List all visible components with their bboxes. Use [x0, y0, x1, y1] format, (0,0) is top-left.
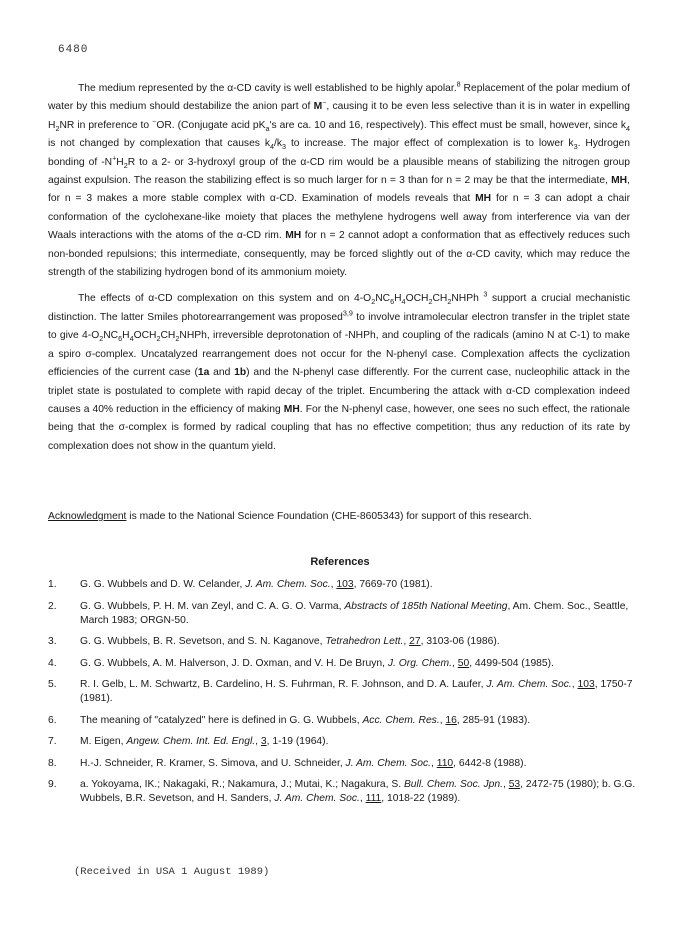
acknowledgment-text: is made to the National Science Foundation (CHE-8605343) for support of this research. [126, 511, 532, 522]
reference-text: G. G. Wubbels, P. H. M. van Zeyl, and C. A. G. O. Varma, Abstracts of 185th National Meeting, Am. Chem. Soc., Seattle, March 1983; ORGN-50. [80, 600, 629, 626]
received-date: (Received in USA 1 August 1989) [74, 866, 270, 878]
acknowledgment [48, 508, 630, 526]
reference-number: 2. [48, 600, 57, 612]
acknowledgment-label: Acknowledgment [48, 511, 127, 522]
reference-text: G. G. Wubbels, B. R. Sevetson, and S. N. Kaganove, Tetrahedron Lett., 27, 3103-06 (1986). [80, 636, 500, 647]
reference-text: The meaning of "catalyzed" here is defined in G. G. Wubbels, Acc. Chem. Res., 16, 285-91 (1983). [80, 714, 531, 726]
reference-number: 4. [48, 657, 57, 669]
reference-text: R. I. Gelb, L. M. Schwartz, B. Cardelino, H. S. Fuhrman, R. F. Johnson, and D. A. Laufer, J. Am. Chem. Soc., 103, 1750-7 (1981). [80, 679, 633, 704]
reference-number: 8. [48, 757, 57, 769]
reference-number: 1. [48, 579, 57, 590]
reference-number: 5. [48, 679, 57, 690]
reference-text: G. G. Wubbels and D. W. Celander, J. Am. Chem. Soc., 103, 7669-70 (1981). [80, 579, 433, 590]
references-heading: References [310, 556, 370, 568]
reference-item [48, 757, 638, 771]
reference-item [48, 657, 638, 671]
references-list [48, 578, 638, 814]
reference-item [48, 635, 638, 649]
body-text [48, 80, 630, 464]
reference-item [48, 714, 638, 728]
reference-item [48, 735, 638, 749]
reference-text: G. G. Wubbels, A. M. Halverson, J. D. Oxman, and V. H. De Bruyn, J. Org. Chem., 50, 4499-504 (1985). [80, 657, 554, 669]
reference-item [48, 678, 638, 706]
reference-number: 3. [48, 636, 57, 647]
reference-number: 6. [48, 714, 57, 726]
page-number: 6480 [58, 44, 89, 56]
reference-number: 7. [48, 736, 57, 747]
reference-item [48, 778, 638, 806]
reference-item [48, 600, 638, 628]
reference-text: H.-J. Schneider, R. Kramer, S. Simova, and U. Schneider, J. Am. Chem. Soc., 110, 6442-8 (1988). [80, 757, 527, 769]
reference-text: M. Eigen, Angew. Chem. Int. Ed. Engl., 3, 1-19 (1964). [80, 736, 329, 747]
reference-number: 9. [48, 779, 57, 790]
reference-text: a. Yokoyama, IK.; Nakagaki, R.; Nakamura, J.; Mutai, K.; Nagakura, S. Bull. Chem. Soc. Jpn., 53, 2472-75 (1980); b. G.G. Wubbels, B.R. Sevetson, and H. Sanders, J. Am. Chem. Soc., 111, 1018-22 (1989). [80, 779, 636, 804]
paragraph-1: The medium represented by the α-CD cavity is well established to be highly apolar.$^8$ Replacement of the polar medium of water by this medium should destabilize the anion part of M−, causing it to be even less selective than it is in water in expelling $H_2NR$ in preference to −OR. (Conjugate acid $pK_a's$ are ca. 10 and 16, respectively). This effect must be small, however, since $k_4$ is not changed by complexation that causes $k_4/k_3$ to increase. The major effect of complexation is to lower $k_3$. Hydrogen bonding of $-N^+H_2R$ to a 2- or 3-hydroxyl group of the α-CD rim would be a plausible means of stabilizing the nitrogen group against expulsion. The reason the stabilizing effect is so much larger for n = 3 than for n = 2 may be that the intermediate, MH, for n = 3 makes a more stable complex with α-CD. Examination of models reveals that MH for n = 3 can adopt a chair conformation of the cyclohexane-like moiety that places the methylene hydrogens well away from interference via van der Waals interactions with the atoms of the α-CD rim. MH for n = 2 cannot adopt a conformation that as effectively reduces such non-bonded repulsions; this intermediate, consequently, may be forced slightly out of the α-CD cavity, which may reduce the strength of the stabilizing hydrogen bond of its ammonium moiety. [48, 79, 631, 279]
reference-item [48, 578, 638, 592]
paragraph-2: The effects of α-CD complexation on this system and on $4-O_2NC_6H_4OCH_2CH_2NHPh$ $^3$ support a crucial mechanistic distinction. The latter Smiles photorearrangement was proposed$^{3,9}$ to involve intramolecular electron transfer in the triplet state to give $4-O_2NC_6H_4OCH_2CH_2NHPh$, irreversible deprotonation of -NHPh, and coupling of the radicals (amino N at C-1) to make a spiro σ-complex. Uncatalyzed rearrangement does not occur for the N-phenyl case. Complexation affects the cyclization efficiencies of the current case (1a and 1b) and the N-phenyl case differently. For the current case, nucleophilic attack in the triplet state is postulated to complete with rapid decay of the triplet. Encumbering the attack with α-CD complexation indeed causes a 40% reduction in the efficiency of making MH. For the N-phenyl case, however, one sees no such effect, the rationale being that the σ-complex is formed by radical coupling that has no effective competition; thus any reduction of its rate by complexation does not show in the quantum yield. [48, 290, 630, 452]
